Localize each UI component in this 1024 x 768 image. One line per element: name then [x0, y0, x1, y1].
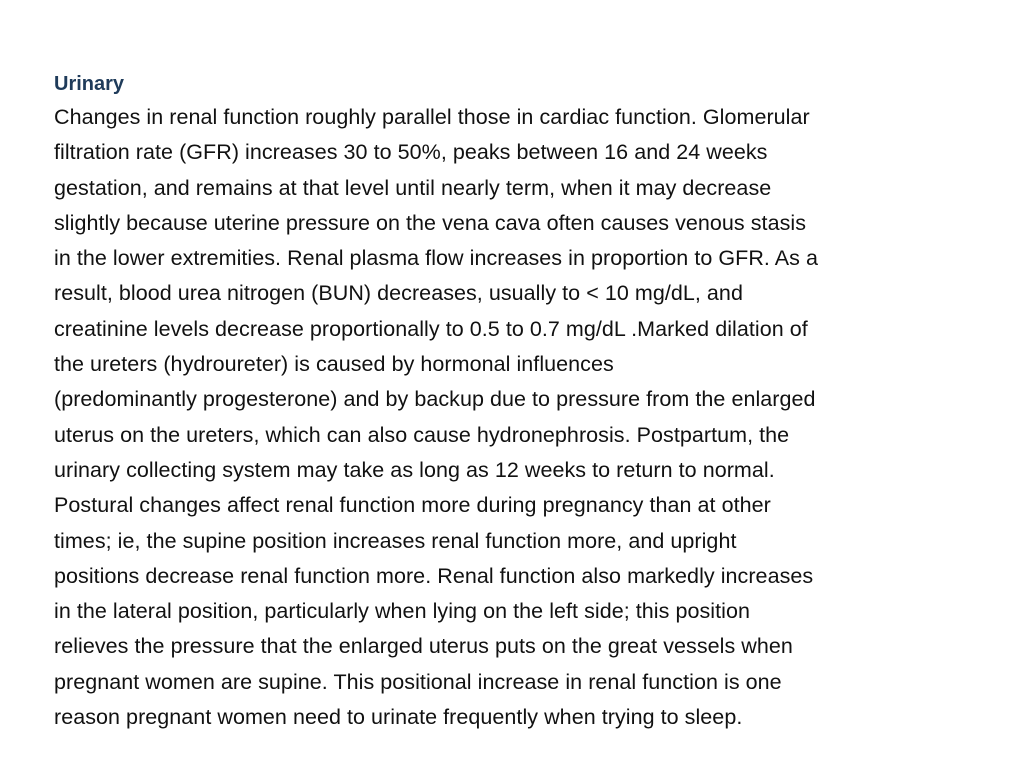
paragraph-line: reason pregnant women need to urinate frequently when trying to sleep.	[54, 705, 743, 730]
paragraph-line: Changes in renal function roughly parallel those in cardiac function. Glomerular	[54, 105, 810, 129]
body-paragraph	[54, 100, 984, 735]
paragraph-line: relieves the pressure that the enlarged uterus puts on the great vessels when	[54, 634, 793, 659]
paragraph-line: urinary collecting system may take as long as 12 weeks to return to normal.	[54, 457, 775, 482]
paragraph-line: creatinine levels decrease proportionally to 0.5 to 0.7 mg/dL .Marked dilation of	[54, 316, 808, 341]
paragraph-line: the ureters (hydroureter) is caused by hormonal influences	[54, 352, 614, 377]
paragraph-line: filtration rate (GFR) increases 30 to 50%, peaks between 16 and 24 weeks	[54, 140, 768, 165]
paragraph-line: in the lateral position, particularly when lying on the left side; this position	[54, 599, 750, 624]
section-heading: Urinary	[54, 73, 125, 95]
paragraph-line: slightly because uterine pressure on the vena cava often causes venous stasis	[54, 210, 807, 235]
slide-content	[54, 68, 984, 735]
paragraph-line: uterus on the ureters, which can also cause hydronephrosis. Postpartum, the	[54, 422, 790, 447]
paragraph-line: in the lower extremities. Renal plasma flow increases in proportion to GFR. As a	[54, 246, 818, 271]
paragraph-line: gestation, and remains at that level until nearly term, when it may decrease	[54, 175, 772, 200]
paragraph-line: result, blood urea nitrogen (BUN) decreases, usually to < 10 mg/dL, and	[54, 281, 743, 306]
paragraph-line: pregnant women are supine. This positional increase in renal function is one	[54, 669, 782, 694]
paragraph-line: positions decrease renal function more. Renal function also markedly increases	[54, 563, 814, 588]
paragraph-line: times; ie, the supine position increases renal function more, and upright	[54, 528, 737, 553]
paragraph-line: Postural changes affect renal function more during pregnancy than at other	[54, 493, 771, 518]
paragraph-line: (predominantly progesterone) and by backup due to pressure from the enlarged	[54, 387, 816, 412]
